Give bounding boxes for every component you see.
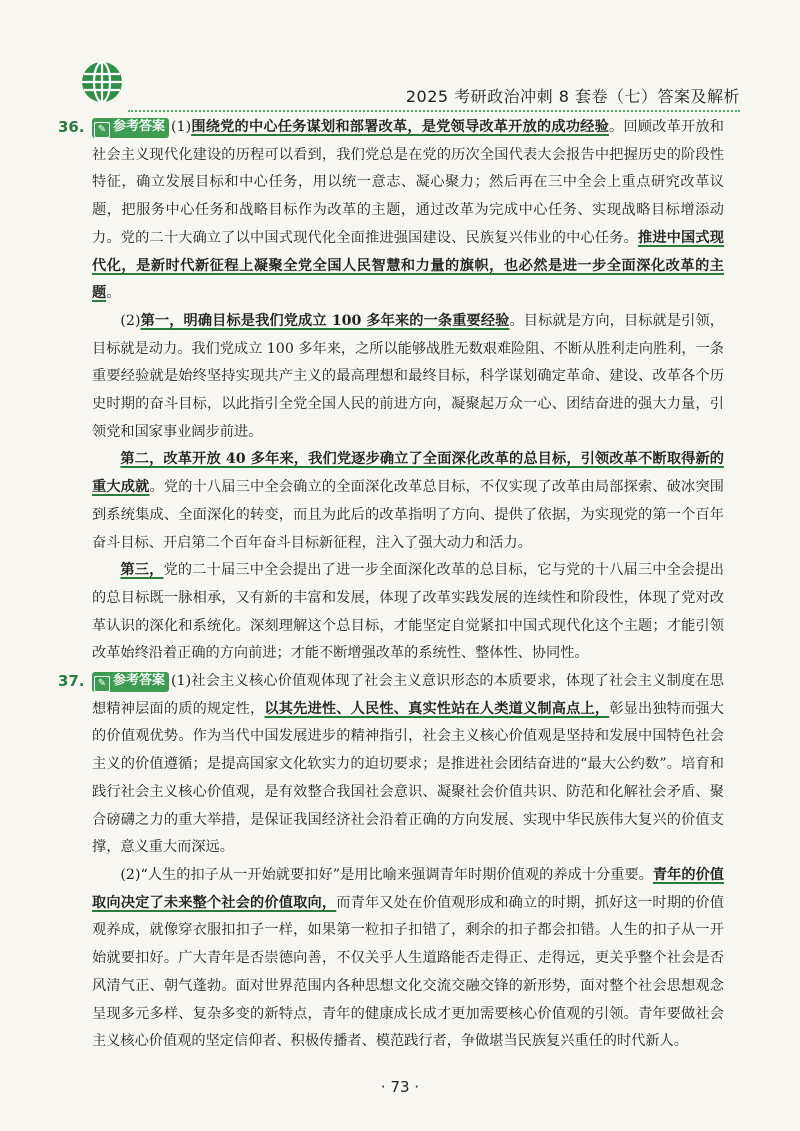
paragraph: 第三，党的二十届三中全会提出了进一步全面深化改革的总目标，它与党的十八届三中全会提出的总目标既一脉相承，又有新的丰富和发展，体现了改革实践发展的连续性和阶段性，体现了党对改革认识的深化和系统化。深刻理解这个总目标，才能坚定自觉紧扣中国式现代化这个主题；才能引领改革始终沿着正确的方向前进；才能不断增强改革的系统性、整体性、协同性。 (92, 562, 724, 662)
page-title: 2025 考研政治冲刺 8 套卷（七）答案及解析 (405, 87, 740, 106)
question-36 (58, 114, 724, 668)
answer-badge: ✎ 参考答案 (92, 672, 169, 692)
answer-content (58, 114, 724, 1056)
key-point: 以其先进性、人民性、真实性站在人类道义制高点上， (264, 700, 610, 717)
paragraph: 第二，改革开放 40 多年来，我们党逐步确立了全面深化改革的总目标，引领改革不断取得新的重大成就。党的十八届三中全会确立的全面深化改革总目标，不仅实现了改革由局部探索、破冰突围到系统集成、全面深化的转变，而且为此后的改革指明了方向、提供了依据，为实现党的第一个百年奋斗目标、开启第二个百年奋斗目标新征程，注入了强大动力和活力。 (92, 451, 724, 551)
header-divider (128, 110, 740, 112)
question-37 (58, 668, 724, 1056)
paragraph: (2)“人生的扣子从一开始就要扣好”是用比喻来强调青年时期价值观的养成十分重要。青年的价值取向决定了未来整个社会的价值取向，而青年又处在价值观形成和确立的时期，抓好这一时期的价值观养成，就像穿衣服扣扣子一样，如果第一粒扣子扣错了，剩余的扣子都会扣错。人生的扣子从一开始就要扣好。广大青年是否崇德向善，不仅关乎人生道路能否走得正、走得远，更关乎整个社会是否风清气正、朝气蓬勃。面对世界范围内各种思想文化交流交融交锋的新形势，面对整个社会思想观念呈现多元多样、复杂多变的新特点，青年的健康成长成才更加需要核心价值观的引领。青年要做社会主义核心价值观的坚定信仰者、积极传播者、模范践行者，争做堪当民族复兴重任的时代新人。 (92, 866, 724, 1050)
key-point: 第一，明确目标是我们党成立 100 多年来的一条重要经验 (140, 312, 510, 329)
paragraph: ✎ 参考答案 (1)社会主义核心价值观体现了社会主义意识形态的本质要求，体现了社会主义制度在思想精神层面的质的规定性，以其先进性、人民性、真实性站在人类道义制高点上，彰显出独特而强大的价值观优势。作为当代中国发展进步的精神指引，社会主义核心价值观是坚持和发展中国特色社会主义的价值遵循；是提高国家文化软实力的迫切要求；是推进社会团结奋进的“最大公约数”。培育和践行社会主义核心价值观，是有效整合我国社会意识、凝聚社会价值共识、防范和化解社会矛盾、聚合磅礴之力的重大举措，是保证我国经济社会沿着正确的方向发展、实现中华民族伟大复兴的价值支撑，意义重大而深远。 (92, 673, 724, 856)
key-point: 围绕党的中心任务谋划和部署改革，是党领导改革开放的成功经验 (191, 119, 609, 135)
key-point: 第二，改革开放 40 多年来，我们党逐步确立了全面深化改革的总目标，引领改革不断取得新的重大成就 (92, 451, 724, 496)
paragraph: ✎ 参考答案 (1)围绕党的中心任务谋划和部署改革，是党领导改革开放的成功经验。回顾改革开放和社会主义现代化建设的历程可以看到，我们党总是在党的历次全国代表大会报告中把握历史的阶段性特征，确立发展目标和中心任务，用以统一意志、凝心聚力；然后再在三中全会上重点研究改革议题，把服务中心任务和战略目标作为改革的主题，通过改革为完成中心任务、实现战略目标增添动力。党的二十大确立了以中国式现代化全面推进强国建设、民族复兴伟业的中心任务。推进中国式现代化，是新时代新征程上凝聚全党全国人民智慧和力量的旗帜，也必然是进一步全面深化改革的主题。 (92, 119, 724, 302)
page-number: · 73 · (380, 1078, 420, 1096)
key-point: 第三， (120, 562, 164, 579)
paragraph: (2)第一，明确目标是我们党成立 100 多年来的一条重要经验。目标就是方向，目标就是引领，目标就是动力。我们党成立 100 多年来，之所以能够战胜无数艰难险阻、不断从胜利走向胜利，一条重要经验就是始终坚持实现共产主义的最高理想和最终目标，科学谋划确定革命、建设、改革各个历史时期的奋斗目标，以此指引全党全国人民的前进方向，凝聚起万众一心、团结奋进的强大力量，引领党和国家事业阔步前进。 (92, 312, 724, 440)
key-point: 青年的价值取向决定了未来整个社会的价值取向， (92, 866, 724, 911)
key-point: 推进中国式现代化，是新时代新征程上凝聚全党全国人民智慧和力量的旗帜，也必然是进一步全面深化改革的主题 (92, 229, 724, 302)
page-header (80, 58, 740, 108)
pencil-icon: ✎ (94, 122, 110, 138)
question-number: 37. (58, 672, 85, 691)
pencil-icon: ✎ (94, 676, 110, 692)
answer-badge: ✎ 参考答案 (92, 118, 169, 138)
globe-icon (80, 60, 124, 104)
question-number: 36. (58, 118, 85, 136)
